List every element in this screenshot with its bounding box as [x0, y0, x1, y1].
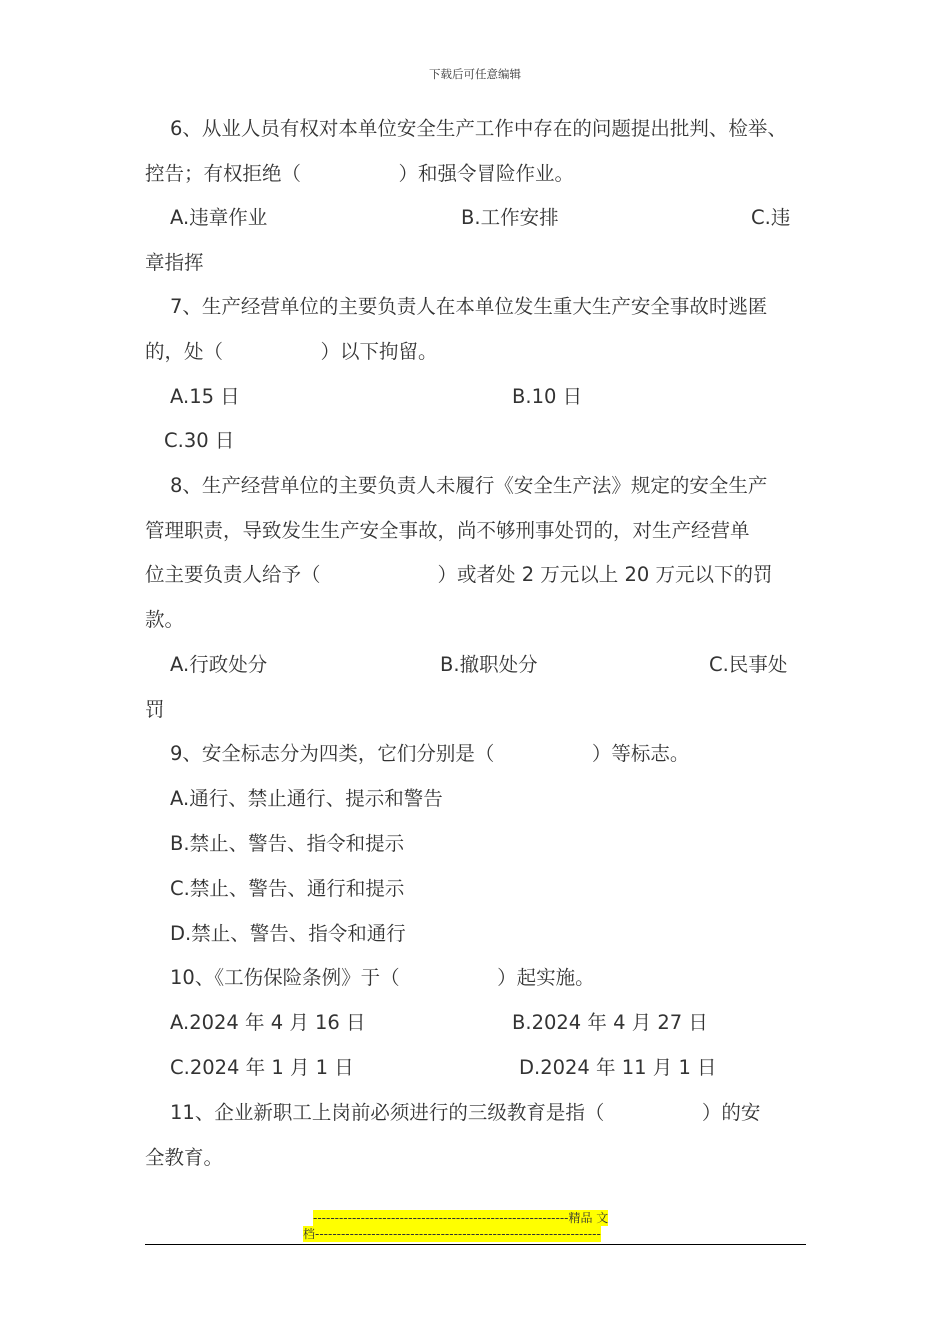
q10-option-a: A.2024 年 4 月 16 日 [170, 1011, 366, 1034]
q10-option-b: B.2024 年 4 月 27 日 [512, 1011, 708, 1034]
footer-banner-line1: -----------------------------------------------------------精品 文 [313, 1211, 609, 1225]
q6-line2: 控告；有权拒绝（ ）和强令冒险作业。 [145, 162, 575, 185]
q8-option-a: A.行政处分 [170, 653, 268, 676]
q9-option-d: D.禁止、警告、指令和通行 [170, 922, 406, 945]
q11-line1: 11、企业新职工上岗前必须进行的三级教育是指（ ）的安 [170, 1101, 761, 1124]
q6-option-a: A.违章作业 [170, 206, 268, 229]
q8-line2: 管理职责，导致发生生产安全事故，尚不够刑事处罚的，对生产经营单 [145, 519, 750, 542]
q10-line1: 10、《工伤保险条例》于（ ）起实施。 [170, 966, 595, 989]
q8-line3: 位主要负责人给予（ ）或者处 2 万元以上 20 万元以下的罚 [145, 563, 773, 586]
footer-banner-line2: 档------------------------------------------------------------------ [303, 1227, 601, 1241]
q11-line2: 全教育。 [145, 1146, 224, 1169]
page-header: 下载后可任意编辑 [429, 67, 521, 81]
q10-option-c: C.2024 年 1 月 1 日 [170, 1056, 354, 1079]
q7-option-b: B.10 日 [512, 385, 583, 408]
q9-option-a: A.通行、禁止通行、提示和警告 [170, 787, 443, 810]
q9-option-b: B.禁止、警告、指令和提示 [170, 832, 405, 855]
q7-line2: 的，处（ ）以下拘留。 [145, 340, 438, 363]
q8-option-c-cont: 罚 [145, 698, 165, 721]
q7-option-c: C.30 日 [164, 429, 235, 452]
q10-option-d: D.2024 年 11 月 1 日 [519, 1056, 717, 1079]
q8-line1: 8、生产经营单位的主要负责人未履行《安全生产法》规定的安全生产 [170, 474, 768, 497]
q9-option-c: C.禁止、警告、通行和提示 [170, 877, 405, 900]
q7-line1: 7、生产经营单位的主要负责人在本单位发生重大生产安全事故时逃匿 [170, 295, 768, 318]
q6-line1: 6、从业人员有权对本单位安全生产工作中存在的问题提出批判、检举、 [170, 117, 787, 140]
q6-option-b: B.工作安排 [461, 206, 559, 229]
footer-rule [145, 1244, 806, 1245]
q9-line1: 9、安全标志分为四类，它们分别是（ ）等标志。 [170, 742, 690, 765]
q8-option-c: C.民事处 [709, 653, 788, 676]
q6-option-c-cont: 章指挥 [145, 251, 204, 274]
q6-option-c: C.违 [751, 206, 791, 229]
q8-line4: 款。 [145, 608, 185, 631]
q8-option-b: B.撤职处分 [440, 653, 538, 676]
q7-option-a: A.15 日 [170, 385, 240, 408]
